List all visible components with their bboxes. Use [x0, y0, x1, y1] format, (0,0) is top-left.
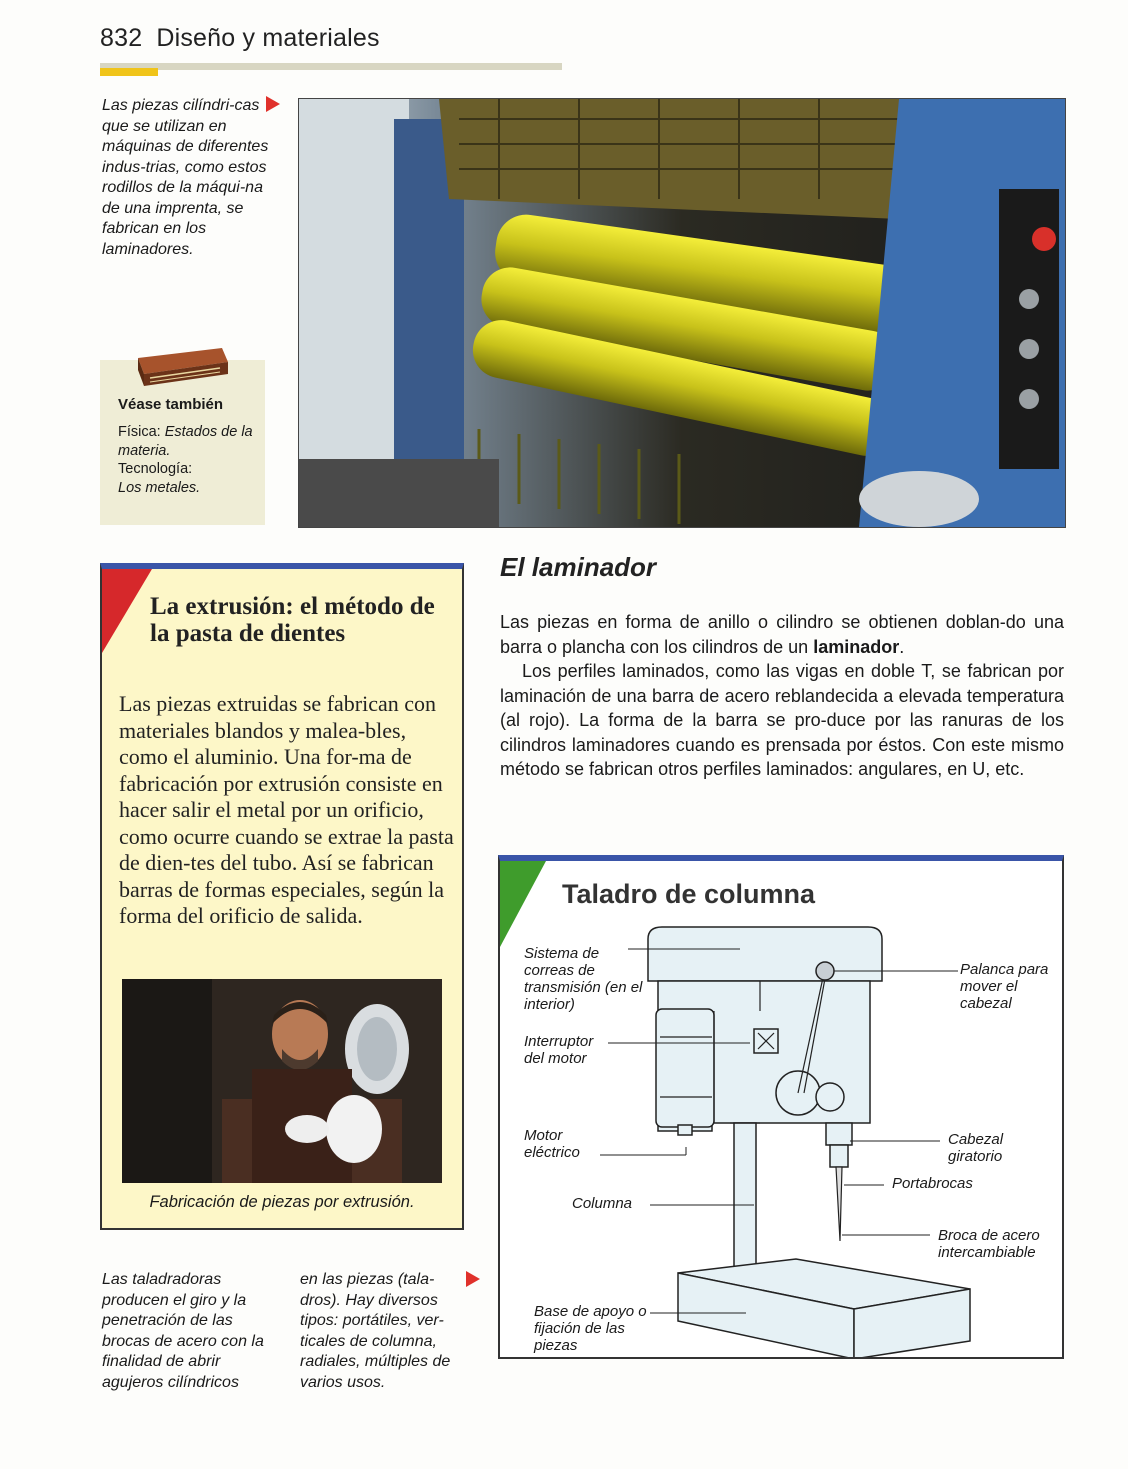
laminador-paragraph: Las piezas en forma de anillo o cilindro se obtienen doblan-do una barra o plancha con los cilindros de un laminador.	[500, 612, 1064, 657]
pointer-arrow-icon	[266, 96, 280, 112]
label-column: Columna	[572, 1195, 633, 1212]
book-icon	[130, 340, 230, 390]
label-belt-system: Sistema de correas de transmisión (en el interior)	[524, 945, 643, 1013]
extrusion-title: La extrusión: el método de la pasta de dientes	[150, 593, 435, 647]
label-motor-switch: Interruptor del motor	[524, 1033, 594, 1067]
see-also-list	[118, 423, 258, 497]
label-rotating-head: Cabezal giratorio	[948, 1131, 1004, 1165]
see-also-link[interactable]: Estados de la materia.	[118, 424, 253, 459]
label-drill-bit: Broca de acero intercambiable	[938, 1227, 1040, 1261]
printing-press-photo	[298, 98, 1066, 528]
laminador-paragraph: Los perfiles laminados, como las vigas en doble T, se fabrican por laminación de una barra de acero reblandecida a elevada temperatura (al rojo). La forma de la barra se pro-duce por las ranuras de los cilindros laminadores cuando es prensada por éstos. Con este mismo método se fabrican otros perfiles laminados: angulares, en U, etc.	[500, 661, 1064, 779]
drill-press-diagram	[500, 861, 1062, 1359]
caption-drills-left: Las taladradoras producen el giro y la penetración de las brocas de acero con la finalidad de abrir agujeros cilíndricos	[102, 1271, 264, 1391]
extrusion-text: Las piezas extruidas se fabrican con materiales blandos y malea-bles, como el aluminio. Una for-ma de fabricación por extrusión consiste en hacer salir el metal por un orificio, como ocurre cuando se extrae la pasta de dien-tes del tubo. Así se fabrican barras de formas especiales, según la forma del orificio de salida.	[119, 691, 454, 928]
section-title: Diseño y materiales	[156, 24, 380, 52]
box-corner-marker	[102, 569, 152, 653]
caption-drills-right: en las piezas (tala-dros). Hay diversos tipos: portátiles, ver-ticales de columna, radiales, múltiples de varios usos.	[300, 1271, 451, 1391]
extrusion-box	[100, 563, 464, 1230]
see-also-subject: Física:	[118, 424, 161, 440]
see-also-heading: Véase también	[118, 396, 224, 413]
see-also-subject: Tecnología:	[118, 461, 193, 477]
pointer-arrow-icon	[466, 1271, 480, 1287]
drill-title: Taladro de columna	[562, 879, 816, 909]
keyword-laminador: laminador	[813, 636, 900, 657]
label-electric-motor: Motor eléctrico	[524, 1127, 580, 1161]
page-header	[100, 24, 380, 53]
drill-press-box	[498, 855, 1064, 1359]
extrusion-photo	[122, 979, 442, 1183]
laminador-text	[500, 610, 1064, 782]
extrusion-photo-caption: Fabricación de piezas por extrusión.	[149, 1193, 415, 1211]
laminador-title: El laminador	[500, 552, 657, 582]
label-base: Base de apoyo o fijación de las piezas	[534, 1303, 647, 1354]
caption-printing-rollers: Las piezas cilíndri-cas que se utilizan en máquinas de diferentes indus-trias, como estos rodillos de la máqui-na de una imprenta, se fabrican en los laminadores.	[102, 97, 269, 258]
label-chuck: Portabrocas	[892, 1175, 973, 1192]
see-also-link[interactable]: Los metales.	[118, 479, 201, 496]
label-lever: Palanca para mover el cabezal	[960, 961, 1049, 1012]
header-rule	[100, 63, 562, 70]
header-accent-bar	[100, 68, 158, 76]
page-number: 832	[100, 24, 143, 52]
